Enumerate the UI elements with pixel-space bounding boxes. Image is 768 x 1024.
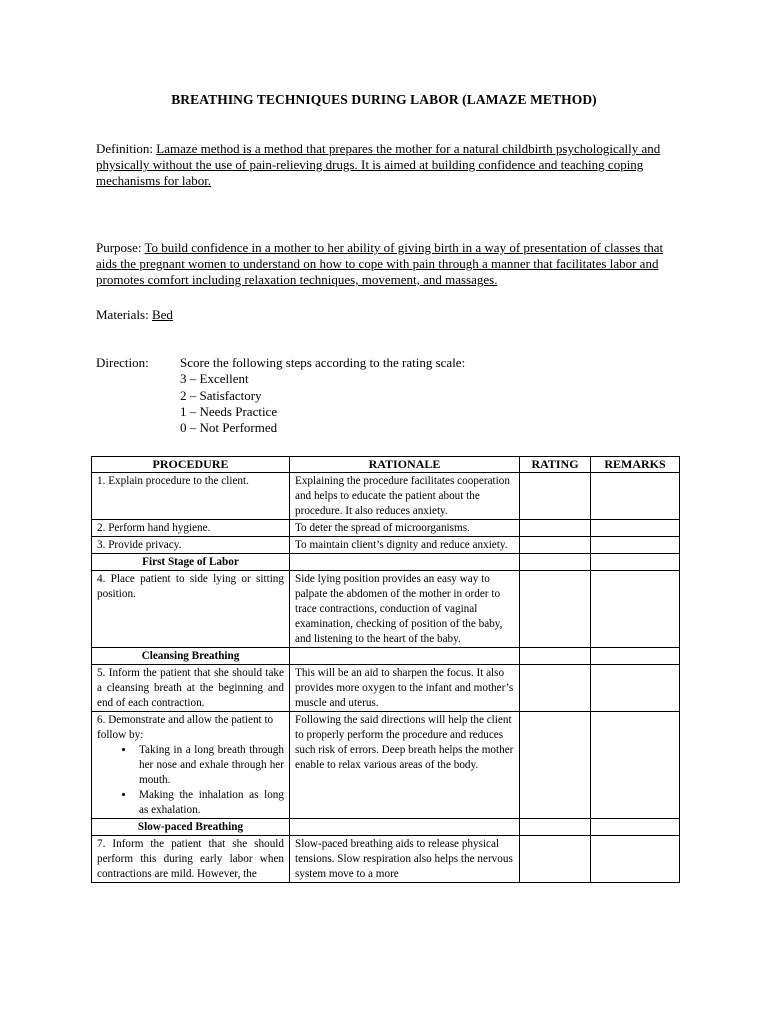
procedure-cell: 3. Provide privacy. bbox=[92, 537, 290, 554]
section-row bbox=[92, 648, 680, 665]
procedure-cell bbox=[92, 712, 290, 819]
rationale-cell: Explaining the procedure facilitates cooperation and helps to educate the patient about the procedure. It also reduces anxiety. bbox=[290, 473, 520, 520]
table-row bbox=[92, 473, 680, 520]
rating-cell[interactable] bbox=[520, 520, 591, 537]
section-heading: Cleansing Breathing bbox=[92, 648, 290, 665]
remarks-cell[interactable] bbox=[591, 836, 680, 883]
rationale-cell bbox=[290, 554, 520, 571]
section-heading: First Stage of Labor bbox=[92, 554, 290, 571]
definition-label: Definition: bbox=[96, 141, 154, 156]
procedure-cell: 4. Place patient to side lying or sitting position. bbox=[92, 571, 290, 648]
evaluation-table bbox=[91, 456, 680, 883]
purpose-text: To build confidence in a mother to her ability of giving birth in a way of presentation of classes that aids the pregnant women to understand on how to cope with pain through a manner that facilitates labor and promotes comfort including relaxation techniques, movement, and massages. bbox=[96, 240, 664, 287]
rationale-cell: Side lying position provides an easy way to palpate the abdomen of the mother in order to trace contractions, conduction of vaginal examination, checking of position of the baby, and listening to the heart of the baby. bbox=[290, 571, 520, 648]
column-header-rating: RATING bbox=[520, 457, 591, 473]
purpose-paragraph bbox=[96, 240, 686, 288]
table-header-row bbox=[92, 457, 680, 473]
remarks-cell[interactable] bbox=[591, 537, 680, 554]
remarks-cell[interactable] bbox=[591, 520, 680, 537]
rating-cell[interactable] bbox=[520, 554, 591, 571]
procedure-bullet: • Taking in a long breath through her nose and exhale through her mouth. bbox=[135, 743, 284, 788]
column-header-rationale: RATIONALE bbox=[290, 457, 520, 473]
table-row bbox=[92, 571, 680, 648]
rationale-cell: Following the said directions will help the client to properly perform the procedure and reduces such risk of errors. Deep breath helps the mother enable to relax various areas of the body. bbox=[290, 712, 520, 819]
materials-label: Materials: bbox=[96, 307, 149, 322]
remarks-cell[interactable] bbox=[591, 554, 680, 571]
table-row bbox=[92, 712, 680, 819]
rationale-cell bbox=[290, 648, 520, 665]
definition-paragraph bbox=[96, 141, 686, 189]
rating-cell[interactable] bbox=[520, 571, 591, 648]
section-row bbox=[92, 819, 680, 836]
section-heading: Slow-paced Breathing bbox=[92, 819, 290, 836]
remarks-cell[interactable] bbox=[591, 712, 680, 819]
column-header-remarks: REMARKS bbox=[591, 457, 680, 473]
rating-scale-item: 1 – Needs Practice bbox=[180, 403, 278, 419]
procedure-text: 6. Demonstrate and allow the patient to follow by: bbox=[97, 714, 274, 741]
rating-cell[interactable] bbox=[520, 836, 591, 883]
procedure-cell: 7. Inform the patient that she should perform this during early labor when contractions are mild. However, the bbox=[92, 836, 290, 883]
rating-cell[interactable] bbox=[520, 712, 591, 819]
direction-label: Direction: bbox=[96, 355, 149, 370]
rationale-cell: This will be an aid to sharpen the focus. It also provides more oxygen to the infant and mother’s muscle and uterus. bbox=[290, 665, 520, 712]
procedure-cell: 5. Inform the patient that she should take a cleansing breath at the beginning and end of each contraction. bbox=[92, 665, 290, 712]
rating-cell[interactable] bbox=[520, 648, 591, 665]
materials-text: Bed bbox=[151, 307, 173, 322]
rating-cell[interactable] bbox=[520, 537, 591, 554]
column-header-procedure: PROCEDURE bbox=[92, 457, 290, 473]
rationale-cell: Slow-paced breathing aids to release physical tensions. Slow respiration also helps the nervous system move to a more bbox=[290, 836, 520, 883]
document-title: BREATHING TECHNIQUES DURING LABOR (LAMAZE METHOD) bbox=[171, 92, 597, 107]
table-row bbox=[92, 665, 680, 712]
rating-scale-item: 2 – Satisfactory bbox=[180, 387, 262, 403]
procedure-bullet: • Making the inhalation as long as exhalation. bbox=[135, 788, 284, 818]
rating-scale-item: 0 – Not Performed bbox=[180, 420, 278, 436]
materials-line bbox=[96, 307, 686, 323]
procedure-cell: 2. Perform hand hygiene. bbox=[92, 520, 290, 537]
procedure-cell: 1. Explain procedure to the client. bbox=[92, 473, 290, 520]
remarks-cell[interactable] bbox=[591, 473, 680, 520]
direction-text: Score the following steps according to the rating scale: bbox=[180, 355, 466, 370]
rating-scale-item: 3 – Excellent bbox=[180, 371, 249, 387]
procedure-bullet-list bbox=[97, 743, 284, 818]
rating-cell[interactable] bbox=[520, 473, 591, 520]
table-row bbox=[92, 836, 680, 883]
remarks-cell[interactable] bbox=[591, 571, 680, 648]
table-row bbox=[92, 537, 680, 554]
rationale-cell: To maintain client’s dignity and reduce anxiety. bbox=[290, 537, 520, 554]
purpose-label: Purpose: bbox=[96, 240, 142, 255]
remarks-cell[interactable] bbox=[591, 648, 680, 665]
remarks-cell[interactable] bbox=[591, 819, 680, 836]
definition-text: Lamaze method is a method that prepares the mother for a natural childbirth psychologically and physically without the use of pain-relieving drugs. It is aimed at building confidence and teaching coping mechanisms for labor. bbox=[96, 141, 661, 188]
direction-block bbox=[180, 355, 465, 436]
remarks-cell[interactable] bbox=[591, 665, 680, 712]
rationale-cell bbox=[290, 819, 520, 836]
rating-cell[interactable] bbox=[520, 819, 591, 836]
table-row bbox=[92, 520, 680, 537]
rationale-cell: To deter the spread of microorganisms. bbox=[290, 520, 520, 537]
section-row bbox=[92, 554, 680, 571]
rating-cell[interactable] bbox=[520, 665, 591, 712]
